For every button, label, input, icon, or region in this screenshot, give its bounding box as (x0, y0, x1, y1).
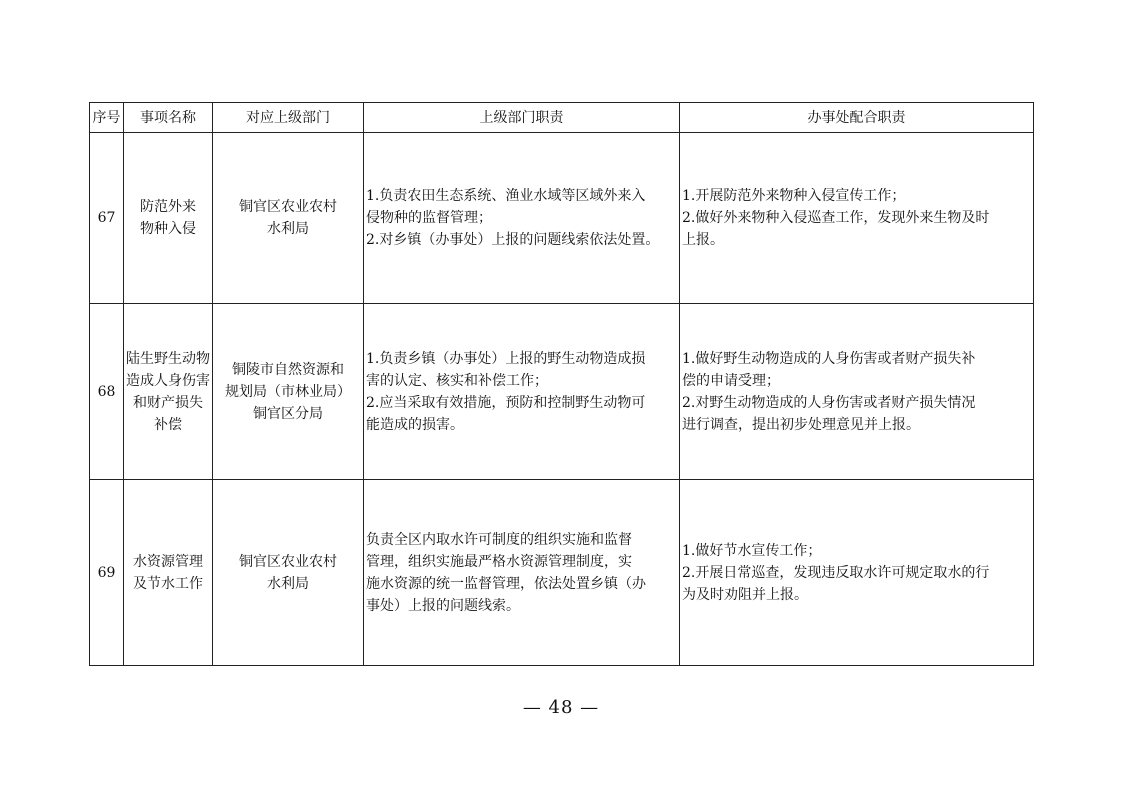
text-line: 事处）上报的问题线索。 (366, 597, 520, 614)
text-line: 造成人身伤害 (126, 372, 210, 389)
row-department (213, 133, 364, 304)
text-line: 2.对乡镇（办事处）上报的问题线索依法处置。 (366, 232, 660, 248)
text-line: 水利局 (267, 221, 309, 237)
text-line: 侵物种的监督管理； (366, 210, 492, 226)
text-line: 2.做好外来物种入侵巡查工作，发现外来生物及时 (682, 210, 990, 226)
duties-table (89, 102, 1034, 666)
text-line: 铜陵市自然资源和 (232, 361, 344, 378)
text-line: 偿的申请受理； (682, 372, 780, 389)
text-line: 规划局（市林业局） (225, 383, 351, 400)
text-line: 水资源管理 (133, 553, 203, 570)
text-line: 补偿 (154, 416, 182, 433)
text-line: 为及时劝阻并上报。 (682, 586, 808, 603)
text-line: 防范外来 (140, 199, 196, 215)
header-superior-department: 对应上级部门 (213, 103, 364, 133)
table-row (90, 133, 1034, 304)
table-header-row (90, 103, 1034, 133)
text-line: 负责全区内取水许可制度的组织实施和监督 (366, 531, 632, 548)
text-line: 铜官区农业农村 (239, 199, 337, 215)
row-office-duties (680, 304, 1034, 480)
header-superior-duties: 上级部门职责 (364, 103, 680, 133)
row-serial-number: 67 (90, 133, 124, 304)
text-line: 进行调查，提出初步处理意见并上报。 (682, 416, 920, 433)
table-row (90, 304, 1034, 480)
text-line: 管理，组织实施最严格水资源管理制度，实 (366, 553, 632, 570)
row-superior-duties (364, 304, 680, 480)
row-office-duties (680, 133, 1034, 304)
text-line: 1.做好节水宣传工作； (682, 542, 822, 559)
page-number: — 48 — (522, 697, 600, 718)
text-line: 1.负责乡镇（办事处）上报的野生动物造成损 (366, 350, 646, 367)
row-serial-number: 69 (90, 480, 124, 666)
row-department (213, 304, 364, 480)
row-item-name (124, 133, 213, 304)
table-row (90, 480, 1034, 666)
header-office-duties: 办事处配合职责 (680, 103, 1034, 133)
row-superior-duties (364, 480, 680, 666)
text-line: 2.开展日常巡查，发现违反取水许可规定取水的行 (682, 564, 990, 581)
text-line: 上报。 (682, 232, 724, 248)
text-line: 铜官区分局 (253, 405, 323, 422)
text-line: 陆生野生动物 (126, 350, 210, 367)
text-line: 及节水工作 (133, 575, 203, 592)
text-line: 1.负责农田生态系统、渔业水域等区域外来入 (366, 188, 646, 204)
text-line: 2.应当采取有效措施，预防和控制野生动物可 (366, 394, 646, 411)
row-serial-number: 68 (90, 304, 124, 480)
text-line: 施水资源的统一监督管理，依法处置乡镇（办 (366, 575, 646, 592)
text-line: 铜官区农业农村 (239, 553, 337, 570)
row-superior-duties (364, 133, 680, 304)
text-line: 1.做好野生动物造成的人身伤害或者财产损失补 (682, 350, 976, 367)
text-line: 物种入侵 (140, 221, 196, 237)
header-serial-number: 序号 (90, 103, 124, 133)
text-line: 害的认定、核实和补偿工作； (366, 372, 548, 389)
text-line: 1.开展防范外来物种入侵宣传工作； (682, 188, 906, 204)
text-line: 能造成的损害。 (366, 416, 464, 433)
header-item-name: 事项名称 (124, 103, 213, 133)
row-department (213, 480, 364, 666)
row-office-duties (680, 480, 1034, 666)
text-line: 水利局 (267, 575, 309, 592)
text-line: 2.对野生动物造成的人身伤害或者财产损失情况 (682, 394, 976, 411)
row-item-name (124, 480, 213, 666)
row-item-name (124, 304, 213, 480)
text-line: 和财产损失 (133, 394, 203, 411)
